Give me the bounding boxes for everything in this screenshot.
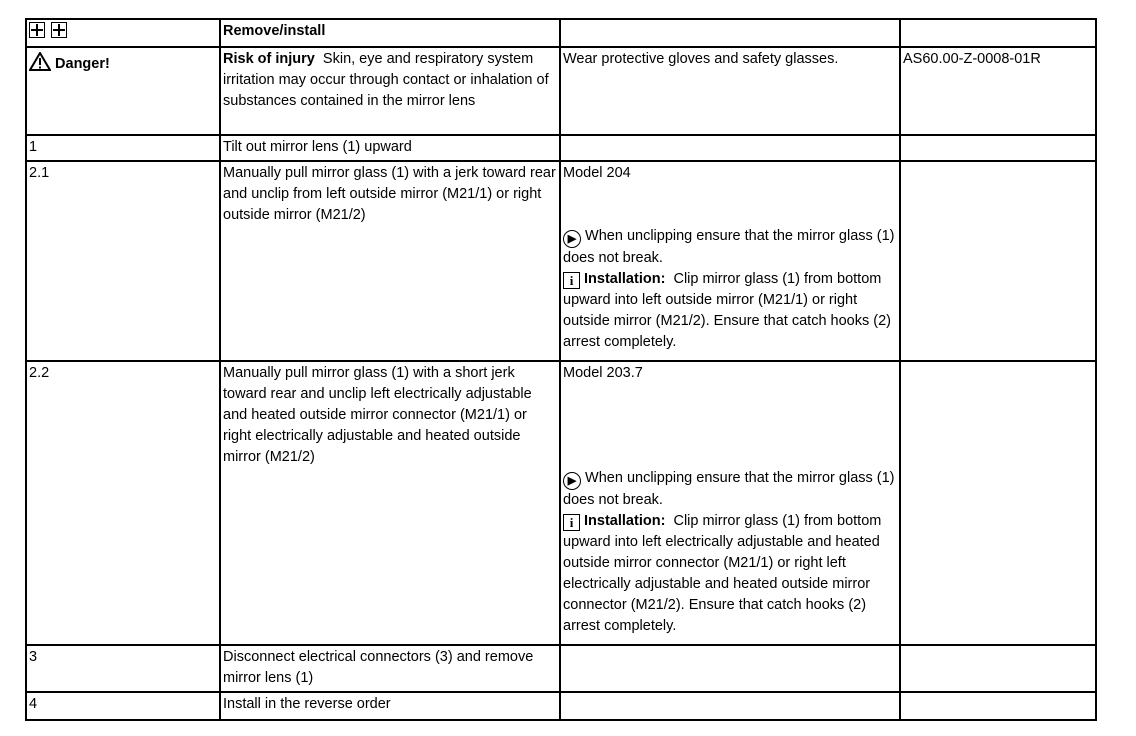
installation-label: Installation: <box>584 271 666 287</box>
danger-row <box>26 47 1096 135</box>
header-icons-cell <box>26 19 220 47</box>
procedure-table <box>25 18 1097 721</box>
table-row <box>26 645 1096 692</box>
risk-text: Skin, eye and respiratory system irritation may occur through contact or inhalation of substances contained in the mirror lens <box>223 51 549 109</box>
info-icon: i <box>563 514 580 531</box>
info-icon: i <box>563 272 580 289</box>
danger-code: AS60.00-Z-0008-01R <box>900 47 1096 135</box>
step-number: 4 <box>26 692 220 720</box>
model-label: Model 204 <box>563 165 631 181</box>
danger-measure: Wear protective gloves and safety glasses. <box>560 47 900 135</box>
note-text: When unclipping ensure that the mirror glass (1) does not break. <box>563 228 895 266</box>
risk-title: Risk of injury <box>223 51 315 67</box>
table-row <box>26 135 1096 161</box>
table-row <box>26 161 1096 361</box>
table-row <box>26 361 1096 645</box>
step-number: 2.1 <box>26 161 220 361</box>
header-empty-cell <box>900 19 1096 47</box>
warning-triangle-icon <box>29 52 51 71</box>
step-text: Disconnect electrical connectors (3) and remove mirror lens (1) <box>220 645 560 692</box>
step-notes-cell <box>560 361 900 645</box>
header-row <box>26 19 1096 47</box>
table-row <box>26 692 1096 720</box>
installation-text: Clip mirror glass (1) from bottom upward into left outside mirror (M21/1) or right outside mirror (M21/2). Ensure that catch hooks (2) arrest completely. <box>563 271 891 350</box>
installation-text: Clip mirror glass (1) from bottom upward into left electrically adjustable and heated outside mirror connector (M21/1) or right left electrically adjustable and heated outside mirror connector (M21/2). Ensure that catch hooks (2) arrest completely. <box>563 513 882 634</box>
step-text: Manually pull mirror glass (1) with a short jerk toward rear and unclip left electrically adjustable and heated outside mirror connector (M21/1) or right electrically adjustable and heated outside mirror (M21/2) <box>220 361 560 645</box>
note-icon: ▶ <box>563 230 581 248</box>
note-text: When unclipping ensure that the mirror glass (1) does not break. <box>563 470 895 508</box>
risk-cell <box>220 47 560 135</box>
tool-icon <box>29 22 45 38</box>
note-icon: ▶ <box>563 472 581 490</box>
danger-label: Danger! <box>55 56 110 72</box>
step-notes-cell <box>560 161 900 361</box>
tool-icon <box>51 22 67 38</box>
header-title: Remove/install <box>220 19 560 47</box>
step-number: 3 <box>26 645 220 692</box>
step-text: Install in the reverse order <box>220 692 560 720</box>
step-text: Tilt out mirror lens (1) upward <box>220 135 560 161</box>
header-empty-cell <box>560 19 900 47</box>
model-label: Model 203.7 <box>563 365 643 381</box>
installation-label: Installation: <box>584 513 666 529</box>
danger-label-cell <box>26 47 220 135</box>
step-number: 2.2 <box>26 361 220 645</box>
step-number: 1 <box>26 135 220 161</box>
step-text: Manually pull mirror glass (1) with a jerk toward rear and unclip from left outside mirror (M21/1) or right outside mirror (M21/2) <box>220 161 560 361</box>
